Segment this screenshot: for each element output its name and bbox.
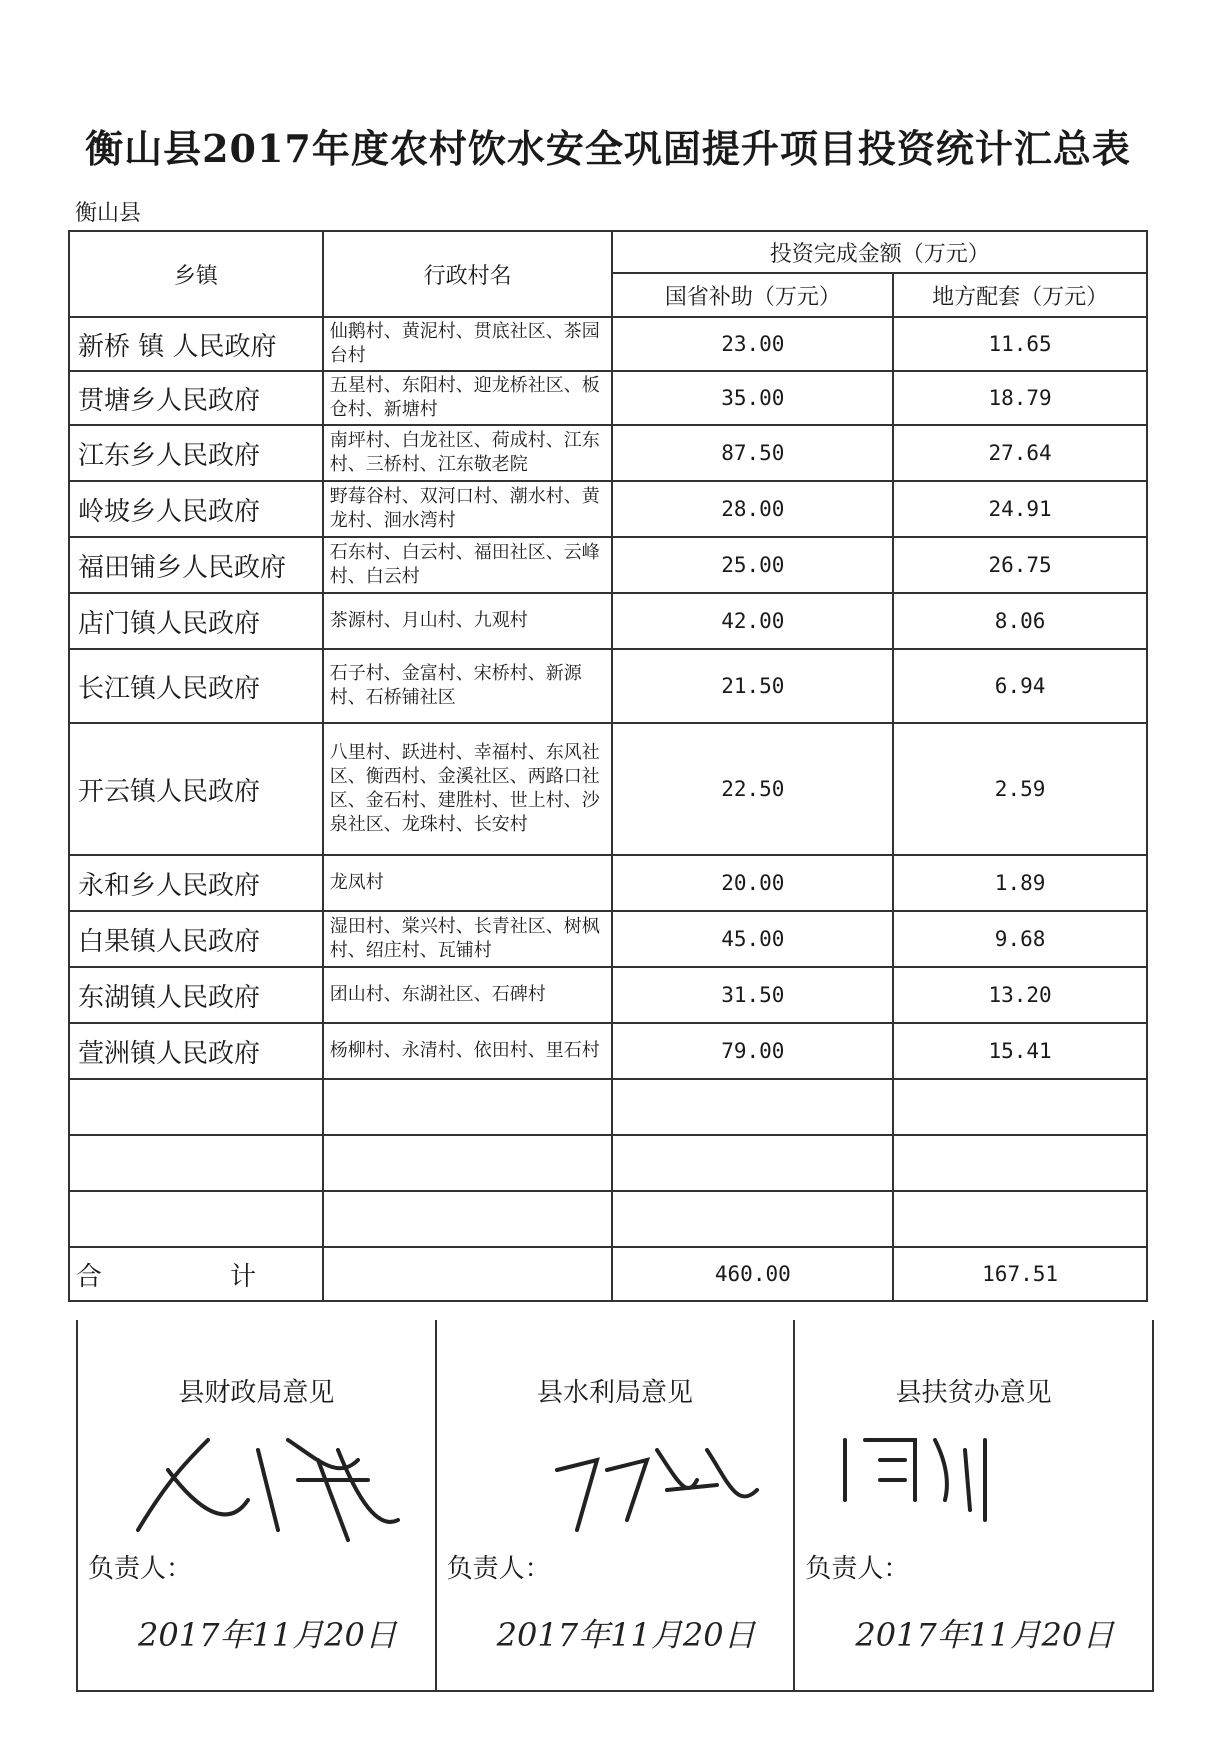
village-cell: 团山村、东湖社区、石碑村 [323, 967, 613, 1023]
village-cell: 五星村、东阳村、迎龙桥社区、板仓村、新塘村 [323, 371, 613, 425]
finance-bureau-block [78, 1320, 437, 1690]
local-cell: 9.68 [893, 911, 1147, 967]
total-row [69, 1247, 1147, 1301]
town-cell: 岭坡乡人民政府 [69, 481, 323, 537]
village-cell: 野莓谷村、双河口村、潮水村、黄龙村、洄水湾村 [323, 481, 613, 537]
table-row [69, 317, 1147, 371]
header-invest-group: 投资完成金额（万元） [612, 231, 1147, 273]
village-cell: 石子村、金富村、宋桥村、新源村、石桥铺社区 [323, 649, 613, 723]
town-cell: 江东乡人民政府 [69, 425, 323, 481]
town-cell: 白果镇人民政府 [69, 911, 323, 967]
village-cell: 茶源村、月山村、九观村 [323, 593, 613, 649]
handwritten-signature-icon [467, 1420, 767, 1550]
approval-section [76, 1320, 1154, 1692]
poverty-responsible-label: 负责人： [805, 1554, 910, 1584]
local-cell: 8.06 [893, 593, 1147, 649]
village-cell: 仙鹅村、黄泥村、贯底社区、茶园台村 [323, 317, 613, 371]
local-cell: 18.79 [893, 371, 1147, 425]
table-row [69, 481, 1147, 537]
empty-row [69, 1079, 1147, 1135]
village-cell: 石东村、白云村、福田社区、云峰村、白云村 [323, 537, 613, 593]
finance-responsible-label: 负责人： [88, 1554, 193, 1584]
header-village: 行政村名 [323, 231, 613, 317]
finance-bureau-title: 县财政局意见 [178, 1378, 335, 1408]
handwritten-signature-icon [108, 1420, 408, 1550]
table-row [69, 649, 1147, 723]
water-responsible-label: 负责人： [446, 1554, 551, 1584]
table-row [69, 371, 1147, 425]
header-national: 国省补助（万元） [612, 273, 893, 317]
table-row [69, 425, 1147, 481]
finance-date: 2017年11月20日 [138, 1616, 397, 1654]
local-cell: 1.89 [893, 855, 1147, 911]
table-row [69, 593, 1147, 649]
national-cell: 45.00 [612, 911, 893, 967]
national-cell: 35.00 [612, 371, 893, 425]
total-national: 460.00 [612, 1247, 893, 1301]
town-cell: 贯塘乡人民政府 [69, 371, 323, 425]
header-town: 乡镇 [69, 231, 323, 317]
national-cell: 20.00 [612, 855, 893, 911]
village-cell: 湿田村、棠兴村、长青社区、树枫村、绍庄村、瓦铺村 [323, 911, 613, 967]
town-cell: 长江镇人民政府 [69, 649, 323, 723]
national-cell: 23.00 [612, 317, 893, 371]
town-cell: 永和乡人民政府 [69, 855, 323, 911]
table-row [69, 1023, 1147, 1079]
town-cell: 开云镇人民政府 [69, 723, 323, 855]
national-cell: 79.00 [612, 1023, 893, 1079]
village-cell: 龙凤村 [323, 855, 613, 911]
water-bureau-title: 县水利局意见 [537, 1378, 694, 1408]
local-cell: 2.59 [893, 723, 1147, 855]
national-cell: 22.50 [612, 723, 893, 855]
table-row [69, 723, 1147, 855]
town-cell: 东湖镇人民政府 [69, 967, 323, 1023]
town-cell: 店门镇人民政府 [69, 593, 323, 649]
national-cell: 21.50 [612, 649, 893, 723]
county-label: 衡山县 [75, 201, 142, 226]
poverty-office-block [795, 1320, 1152, 1690]
table-row [69, 967, 1147, 1023]
table-row [69, 911, 1147, 967]
table-row [69, 537, 1147, 593]
village-cell: 八里村、跃进村、幸福村、东风社区、衡西村、金溪社区、两路口社区、金石村、建胜村、世上村、沙泉社区、龙珠村、长安村 [323, 723, 613, 855]
total-label: 合 计 [69, 1247, 323, 1301]
town-cell: 新桥 镇 人民政府 [69, 317, 323, 371]
national-cell: 31.50 [612, 967, 893, 1023]
national-cell: 25.00 [612, 537, 893, 593]
water-bureau-block [437, 1320, 796, 1690]
local-cell: 6.94 [893, 649, 1147, 723]
investment-table [68, 230, 1148, 1302]
poverty-office-title: 县扶贫办意见 [895, 1378, 1052, 1408]
handwritten-signature-icon [825, 1420, 1125, 1550]
local-cell: 13.20 [893, 967, 1147, 1023]
header-local: 地方配套（万元） [893, 273, 1147, 317]
page-title: 衡山县2017年度农村饮水安全巩固提升项目投资统计汇总表 [85, 126, 1131, 171]
town-cell: 福田铺乡人民政府 [69, 537, 323, 593]
village-cell: 杨柳村、永清村、依田村、里石村 [323, 1023, 613, 1079]
empty-row [69, 1135, 1147, 1191]
national-cell: 87.50 [612, 425, 893, 481]
town-cell: 萱洲镇人民政府 [69, 1023, 323, 1079]
local-cell: 11.65 [893, 317, 1147, 371]
local-cell: 26.75 [893, 537, 1147, 593]
local-cell: 24.91 [893, 481, 1147, 537]
table-row [69, 855, 1147, 911]
local-cell: 27.64 [893, 425, 1147, 481]
water-date: 2017年11月20日 [496, 1616, 756, 1654]
empty-row [69, 1191, 1147, 1247]
village-cell: 南坪村、白龙社区、荷成村、江东村、三桥村、江东敬老院 [323, 425, 613, 481]
local-cell: 15.41 [893, 1023, 1147, 1079]
total-local: 167.51 [893, 1247, 1147, 1301]
poverty-date: 2017年11月20日 [855, 1616, 1115, 1654]
national-cell: 28.00 [612, 481, 893, 537]
national-cell: 42.00 [612, 593, 893, 649]
